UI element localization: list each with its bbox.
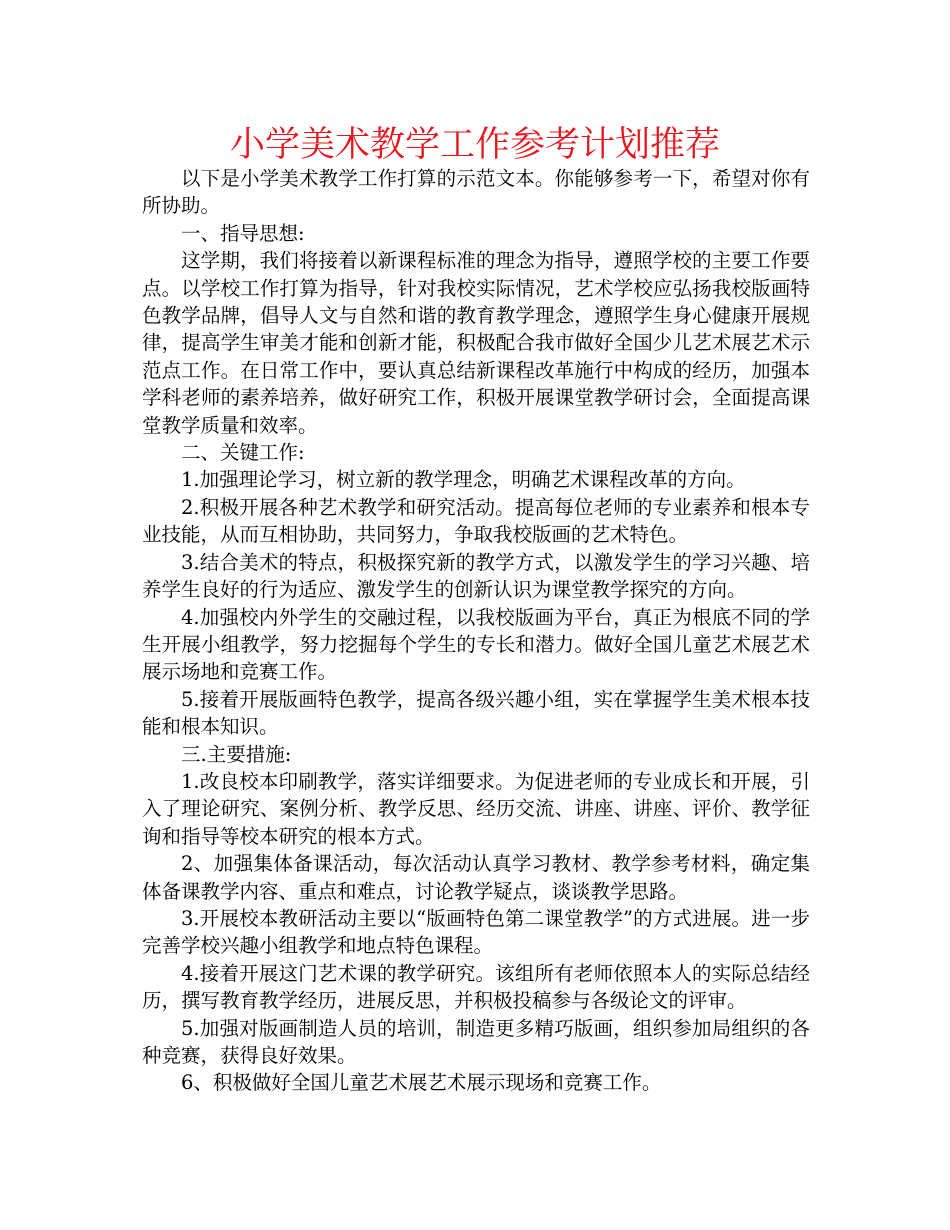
document-body bbox=[142, 165, 810, 1097]
measure-item-3: 3.开展校本教研活动主要以“版画特色第二课堂教学”的方式进展。进一步完善学校兴趣小组教学和地点特色课程。 bbox=[142, 906, 810, 958]
section-heading-guiding-ideology: 一、指导思想: bbox=[181, 221, 305, 245]
measure-item-6: 6、积极做好全国儿童艺术展艺术展示现场和竞赛工作。 bbox=[181, 1071, 662, 1095]
measure-item-5: 5.加强对版画制造人员的培训，制造更多精巧版画，组织参加局组织的各种竞赛，获得良好效果。 bbox=[142, 1016, 810, 1067]
measure-item-2: 2、加强集体备课活动，每次活动认真学习教材、教学参考材料，确定集体备课教学内容、重点和难点，讨论教学疑点，谈谈教学思路。 bbox=[142, 852, 810, 903]
key-work-item-1: 1.加强理论学习，树立新的教学理念，明确艺术课程改革的方向。 bbox=[181, 468, 746, 492]
key-work-item-2: 2.积极开展各种艺术教学和研究活动。提高每位老师的专业素养和根本专业技能，从而互相协助，共同努力，争取我校版画的艺术特色。 bbox=[142, 495, 810, 547]
section-heading-key-work: 二、关键工作: bbox=[181, 441, 305, 465]
key-work-item-4: 4.加强校内外学生的交融过程，以我校版画为平台，真正为根底不同的学生开展小组教学，努力挖掘每个学生的专长和潜力。做好全国儿童艺术展艺术展示场地和竞赛工作。 bbox=[142, 605, 810, 684]
measure-item-1: 1.改良校本印刷教学，落实详细要求。为促进老师的专业成长和开展，引入了理论研究、案例分析、教学反思、经历交流、讲座、讲座、评价、教学征询和指导等校本研究的根本方式。 bbox=[142, 769, 810, 848]
paragraph-guiding-ideology: 这学期，我们将接着以新课程标准的理念为指导，遵照学校的主要工作要点。以学校工作打算为指导，针对我校实际情况，艺术学校应弘扬我校版画特色教学品牌，倡导人文与自然和谐的教育教学理念，遵照学生身心健康开展规律，提高学生审美才能和创新才能，积极配合我市做好全国少儿艺术展艺术示范点工作。在日常工作中，要认真总结新课程改革施行中构成的经历，加强本学科老师的素养培养，做好研究工作，积极开展课堂教学研讨会，全面提高课堂教学质量和效率。 bbox=[142, 249, 810, 437]
document-title: 小学美术教学工作参考计划推荐 bbox=[229, 125, 720, 165]
section-heading-main-measures: 三.主要措施: bbox=[181, 742, 292, 766]
measure-item-4: 4.接着开展这门艺术课的教学研究。该组所有老师依照本人的实际总结经历，撰写教育教学经历，进展反思，并积极投稿参与各级论文的评审。 bbox=[142, 961, 810, 1013]
key-work-item-3: 3.结合美术的特点，积极探究新的教学方式，以激发学生的学习兴趣、培养学生良好的行为适应、激发学生的创新认识为课堂教学探究的方向。 bbox=[142, 550, 810, 602]
key-work-item-5: 5.接着开展版画特色教学，提高各级兴趣小组，实在掌握学生美术根本技能和根本知识。 bbox=[142, 687, 810, 739]
intro-paragraph: 以下是小学美术教学工作打算的示范文本。你能够参考一下，希望对你有所协助。 bbox=[142, 167, 810, 218]
